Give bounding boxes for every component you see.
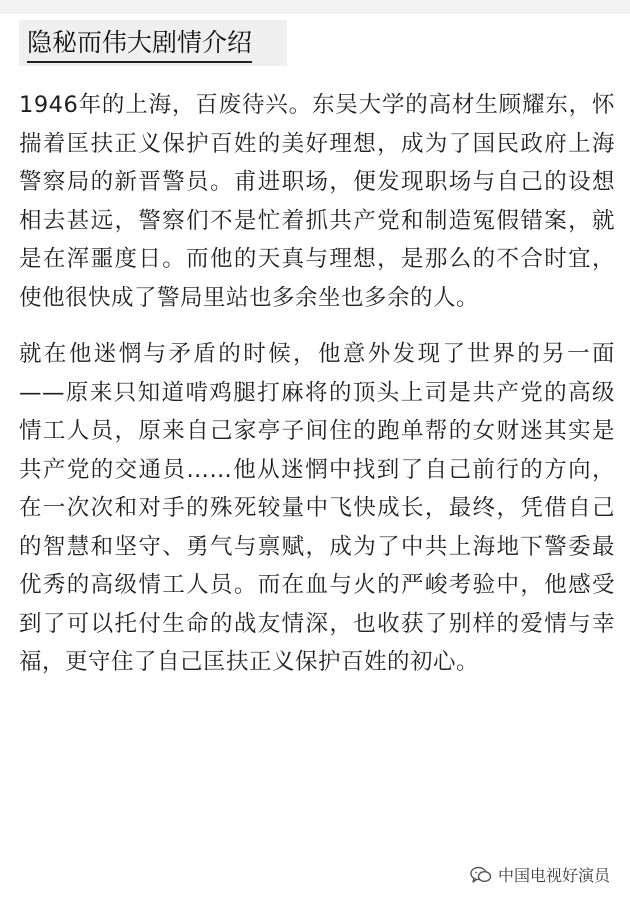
watermark-text: 中国电视好演员 xyxy=(497,866,610,885)
wechat-icon xyxy=(470,866,492,884)
article-body xyxy=(19,86,615,682)
top-strip xyxy=(0,0,630,14)
paragraph-intro: 1946年的上海，百废待兴。东吴大学的高材生顾耀东，怀揣着匡扶正义保护百姓的美好理想，成为了国民政府上海警察局的新晋警员。甫进职场，便发现职场与自己的设想相去甚远，警察们不是忙着抓共产党和制造冤假错案，就是在浑噩度日。而他的天真与理想，是那么的不合时宜，使他很快成了警局里站也多余坐也多余的人。 xyxy=(19,92,615,311)
watermark xyxy=(470,863,610,886)
article-title: 隐秘而伟大剧情介绍 xyxy=(27,25,252,63)
title-box xyxy=(19,20,287,66)
paragraph-plot: 就在他迷惘与矛盾的时候，他意外发现了世界的另一面——原来只知道啃鸡腿打麻将的顶头上司是共产党的高级情工人员，原来自己家亭子间住的跑单帮的女财迷其实是共产党的交通员……他从迷惘中找到了自己前行的方向，在一次次和对手的殊死较量中飞快成长，最终，凭借自己的智慧和坚守、勇气与禀赋，成为了中共上海地下警委最优秀的高级情工人员。而在血与火的严峻考验中，他感受到了可以托付生命的战友情深，也收获了别样的爱情与幸福，更守住了自己匡扶正义保护百姓的初心。 xyxy=(19,341,615,675)
